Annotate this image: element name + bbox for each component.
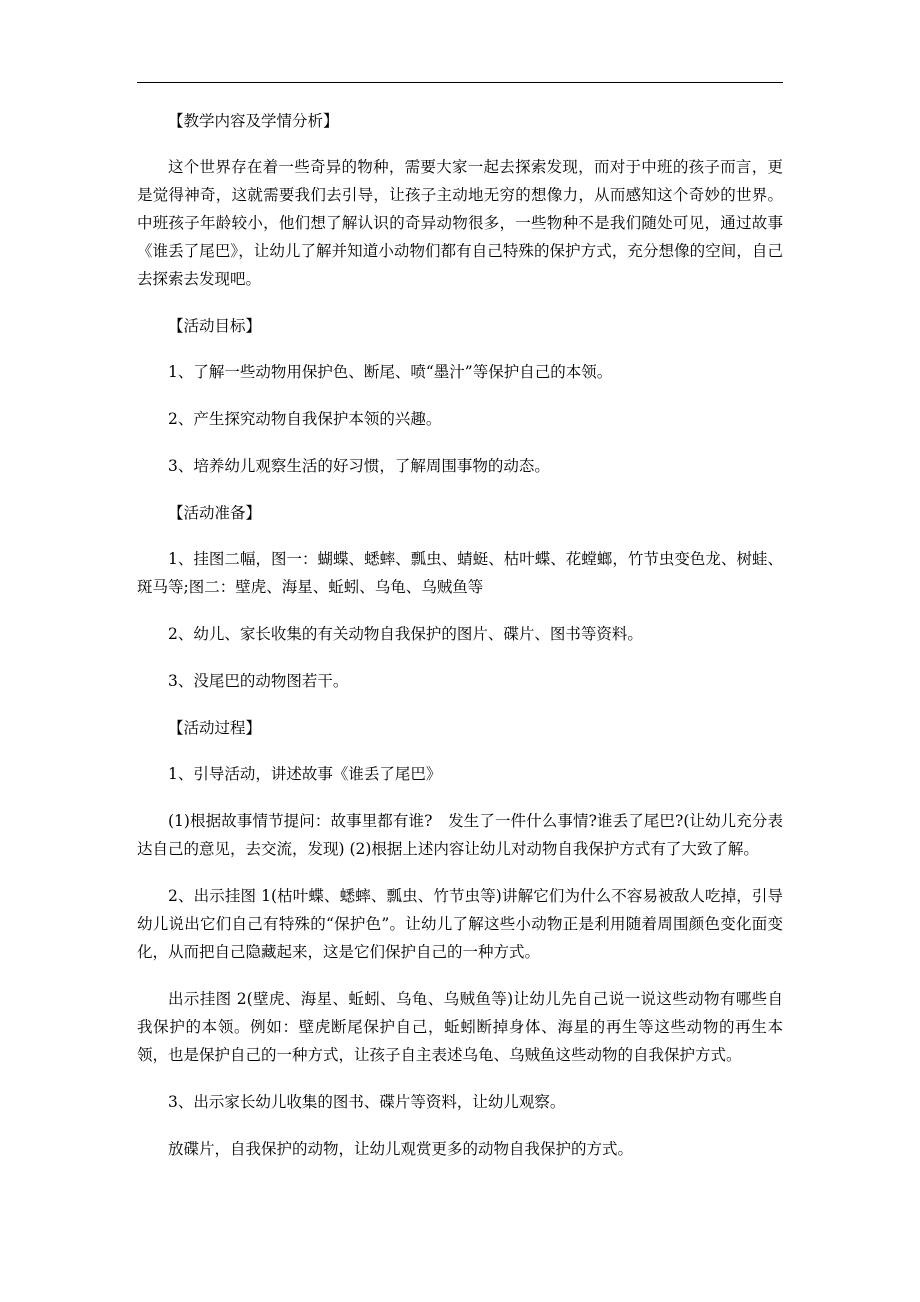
section-analysis	[137, 107, 783, 293]
paragraph: 放碟片，自我保护的动物，让幼儿观赏更多的动物自我保护的方式。	[168, 1140, 634, 1158]
paragraph: 2、出示挂图 1(枯叶蝶、蟋蟀、瓢虫、竹节虫等)讲解它们为什么不容易被敌人吃掉，引导幼儿说出它们自己有特殊的“保护色”。让幼儿了解这些小动物正是利用随着周围颜色变化面变化，从而把自己隐藏起来，这是它们保护自己的一种方式。	[137, 887, 783, 961]
list-item: 2、产生探究动物自我保护本领的兴趣。	[168, 410, 442, 428]
section-heading: 【活动准备】	[168, 504, 262, 522]
section-heading: 【教学内容及学情分析】	[168, 112, 339, 130]
list-item: 1、了解一些动物用保护色、断尾、喷“墨汁”等保护自己的本领。	[168, 363, 613, 381]
list-item: 3、培养幼儿观察生活的好习惯，了解周围事物的动态。	[168, 457, 550, 475]
header-rule	[137, 82, 783, 83]
list-item: 1、引导活动，讲述故事《谁丢了尾巴》	[168, 765, 442, 783]
document-body	[137, 107, 783, 1182]
section-heading: 【活动目标】	[168, 317, 262, 335]
section-preparation	[137, 499, 783, 695]
section-goals	[137, 312, 783, 480]
list-item: 1、挂图二幅，图一：蝴蝶、蟋蟀、瓢虫、蜻蜓、枯叶蝶、花螳螂，竹节虫变色龙、树蛙、斑马等;图二：壁虎、海星、蚯蚓、乌龟、乌贼鱼等	[137, 550, 783, 596]
paragraph: 这个世界存在着一些奇异的物种，需要大家一起去探索发现，而对于中班的孩子而言，更是觉得神奇，这就需要我们去引导，让孩子主动地无穷的想像力，从而感知这个奇妙的世界。 中班孩子年龄较小，他们想了解认识的奇异动物很多，一些物种不是我们随处可见，通过故事《谁丢了尾巴》，让幼儿了解并知道小动物们都有自己特殊的保护方式，充分想像的空间，自己去探索去发现吧。	[137, 158, 783, 288]
list-item: 2、幼儿、家长收集的有关动物自我保护的图片、碟片、图书等资料。	[168, 625, 643, 643]
section-process	[137, 714, 783, 1163]
list-item: 3、出示家长幼儿收集的图书、碟片等资料，让幼儿观察。	[168, 1093, 566, 1111]
list-item: 3、没尾巴的动物图若干。	[168, 672, 349, 690]
section-heading: 【活动过程】	[168, 719, 262, 737]
paragraph: (1)根据故事情节提问：故事里都有谁? 发生了一件什么事情?谁丢了尾巴?(让幼儿充分表达自己的意见，去交流，发现) (2)根据上述内容让幼儿对动物自我保护方式有了大致了解。	[137, 812, 783, 858]
paragraph: 出示挂图 2(壁虎、海星、蚯蚓、乌龟、乌贼鱼等)让幼儿先自己说一说这些动物有哪些自我保护的本领。例如：壁虎断尾保护自己，蚯蚓断掉身体、海星的再生等这些动物的再生本领，也是保护自己的一种方式，让孩子自主表述乌龟、乌贼鱼这些动物的自我保护方式。	[137, 990, 783, 1064]
